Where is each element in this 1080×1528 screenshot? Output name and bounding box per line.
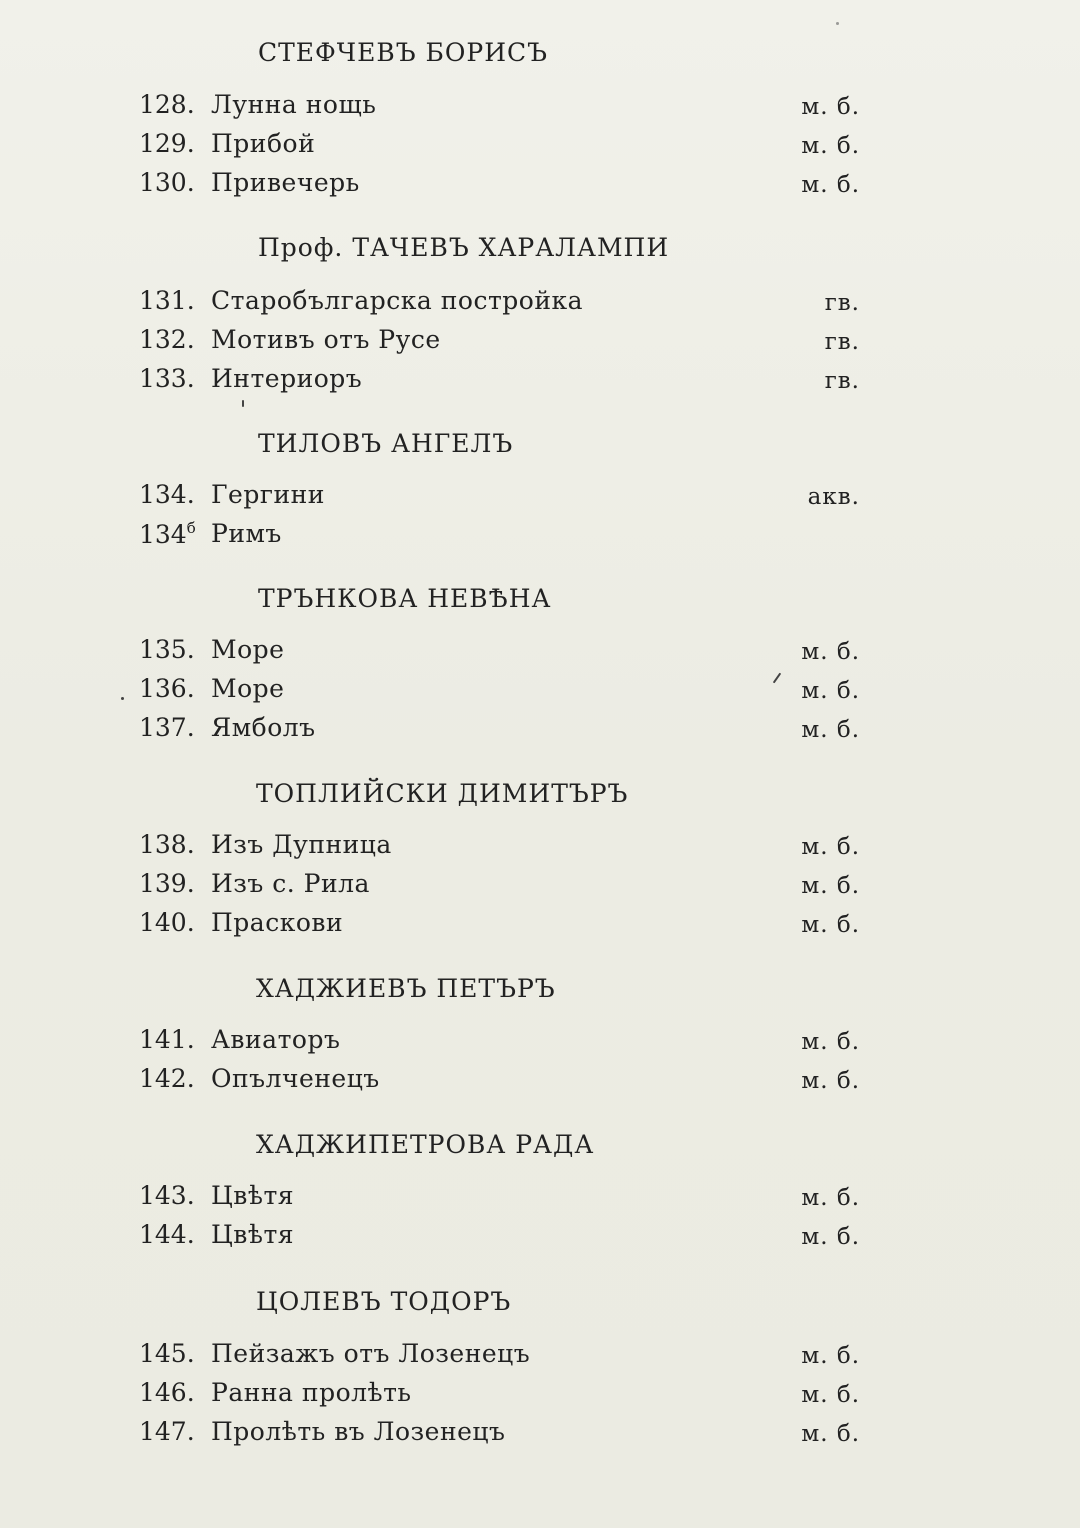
entry-number (139, 1025, 195, 1054)
entry-number (139, 635, 195, 664)
entry-number-text: 128. (139, 90, 195, 119)
entry-number-text: 140. (139, 908, 195, 937)
entry-medium: м. б. (801, 172, 860, 198)
entry-medium: м. б. (801, 717, 860, 743)
entry-medium: гв. (824, 329, 860, 355)
print-speck (242, 400, 244, 407)
artist-heading: Проф. ТАЧЕВЪ ХАРАЛАМПИ (258, 233, 670, 262)
catalogue-entry (135, 364, 860, 398)
catalogue-entry (135, 519, 860, 553)
entry-medium: м. б. (801, 133, 860, 159)
catalogue-entry (135, 1064, 860, 1098)
entry-number-text: 137. (139, 713, 195, 742)
entry-number-superscript: б (186, 519, 196, 537)
entry-number-text: 135. (139, 635, 195, 664)
entry-title: Море (211, 674, 285, 703)
catalogue-entry (135, 1181, 860, 1215)
entry-title: Ямболъ (211, 713, 316, 742)
entry-number (139, 1181, 195, 1210)
artist-heading: ТОПЛИЙСКИ ДИМИТЪРЪ (256, 779, 629, 808)
entry-title: Изъ Дупница (211, 830, 392, 859)
artist-heading: ТРЪНКОВА НЕВѢНА (258, 584, 552, 613)
entry-title: Море (211, 635, 285, 664)
entry-title: Ранна пролѣть (211, 1378, 412, 1407)
catalogue-entry (135, 325, 860, 359)
artist-heading: ТИЛОВЪ АНГЕЛЪ (258, 429, 514, 458)
entry-number (139, 830, 195, 859)
entry-title: Интериоръ (211, 364, 363, 393)
entry-number (139, 129, 195, 158)
entry-number (139, 364, 195, 393)
entry-title: Цвѣтя (211, 1181, 295, 1210)
entry-title: Пролѣть въ Лозенецъ (211, 1417, 506, 1446)
entry-medium: м. б. (801, 1421, 860, 1447)
entry-number-text: 138. (139, 830, 195, 859)
artist-heading: ХАДЖИПЕТРОВА РАДА (256, 1130, 595, 1159)
entry-number (139, 519, 196, 549)
entry-number-text: 134. (139, 480, 195, 509)
entry-title: Опълченецъ (211, 1064, 380, 1093)
entry-number (139, 908, 195, 937)
entry-number-text: 139. (139, 869, 195, 898)
catalogue-entry (135, 480, 860, 514)
catalogue-entry (135, 908, 860, 942)
entry-medium: гв. (824, 290, 860, 316)
entry-medium: м. б. (801, 1068, 860, 1094)
entry-number-text: 129. (139, 129, 195, 158)
entry-title: Прибой (211, 129, 316, 158)
catalogue-entry (135, 129, 860, 163)
entry-number-text: 145. (139, 1339, 195, 1368)
catalogue-entry (135, 713, 860, 747)
entry-number (139, 869, 195, 898)
catalogue-entry (135, 830, 860, 864)
entry-medium: м. б. (801, 873, 860, 899)
artist-heading: ЦОЛЕВЪ ТОДОРЪ (256, 1287, 512, 1316)
entry-medium: м. б. (801, 678, 860, 704)
artist-heading: ХАДЖИЕВЪ ПЕТЪРЪ (256, 974, 556, 1003)
entry-number (139, 713, 195, 742)
entry-title: Лунна нощь (211, 90, 377, 119)
entry-title: Старобългарска постройка (211, 286, 584, 315)
entry-number-text: 134 (139, 520, 187, 549)
entry-number-text: 141. (139, 1025, 195, 1054)
entry-number (139, 1339, 195, 1368)
entry-number (139, 286, 195, 315)
entry-number (139, 1064, 195, 1093)
print-speck (836, 22, 839, 25)
entry-number (139, 90, 195, 119)
entry-number (139, 1378, 195, 1407)
entry-title: Гергини (211, 480, 325, 509)
entry-number-text: 132. (139, 325, 195, 354)
entry-title: Изъ с. Рила (211, 869, 370, 898)
catalogue-entry (135, 1025, 860, 1059)
entry-number-text: 147. (139, 1417, 195, 1446)
entry-title: Праскови (211, 908, 344, 937)
entry-number (139, 1220, 195, 1249)
entry-number (139, 168, 195, 197)
entry-medium: м. б. (801, 94, 860, 120)
catalogue-entry (135, 286, 860, 320)
catalogue-entry (135, 869, 860, 903)
entry-number-text: 143. (139, 1181, 195, 1210)
entry-title: Мотивъ отъ Русе (211, 325, 441, 354)
entry-number (139, 1417, 195, 1446)
entry-medium: акв. (807, 484, 860, 510)
entry-number (139, 674, 195, 703)
print-speck (121, 697, 124, 700)
entry-medium: м. б. (801, 1185, 860, 1211)
entry-number-text: 146. (139, 1378, 195, 1407)
catalogue-entry (135, 1339, 860, 1373)
entry-number-text: 131. (139, 286, 195, 315)
entry-medium: м. б. (801, 639, 860, 665)
entry-medium: м. б. (801, 834, 860, 860)
artist-heading: СТЕФЧЕВЪ БОРИСЪ (258, 38, 549, 67)
entry-medium: м. б. (801, 1224, 860, 1250)
entry-medium: гв. (824, 368, 860, 394)
entry-number-text: 142. (139, 1064, 195, 1093)
catalogue-entry (135, 1417, 860, 1451)
catalogue-entry (135, 90, 860, 124)
entry-number-text: 133. (139, 364, 195, 393)
entry-number (139, 325, 195, 354)
entry-medium: м. б. (801, 1029, 860, 1055)
entry-number-text: 136. (139, 674, 195, 703)
catalogue-entry (135, 1220, 860, 1254)
entry-title: Римъ (211, 519, 282, 548)
entry-title: Цвѣтя (211, 1220, 295, 1249)
entry-title: Пейзажъ отъ Лозенецъ (211, 1339, 531, 1368)
catalogue-entry (135, 1378, 860, 1412)
catalogue-entry (135, 168, 860, 202)
catalogue-entry (135, 674, 860, 708)
entry-number (139, 480, 195, 509)
entry-number-text: 130. (139, 168, 195, 197)
entry-title: Привечерь (211, 168, 360, 197)
entry-number-text: 144. (139, 1220, 195, 1249)
entry-medium: м. б. (801, 1382, 860, 1408)
catalogue-entry (135, 635, 860, 669)
entry-title: Авиаторъ (211, 1025, 341, 1054)
entry-medium: м. б. (801, 1343, 860, 1369)
entry-medium: м. б. (801, 912, 860, 938)
